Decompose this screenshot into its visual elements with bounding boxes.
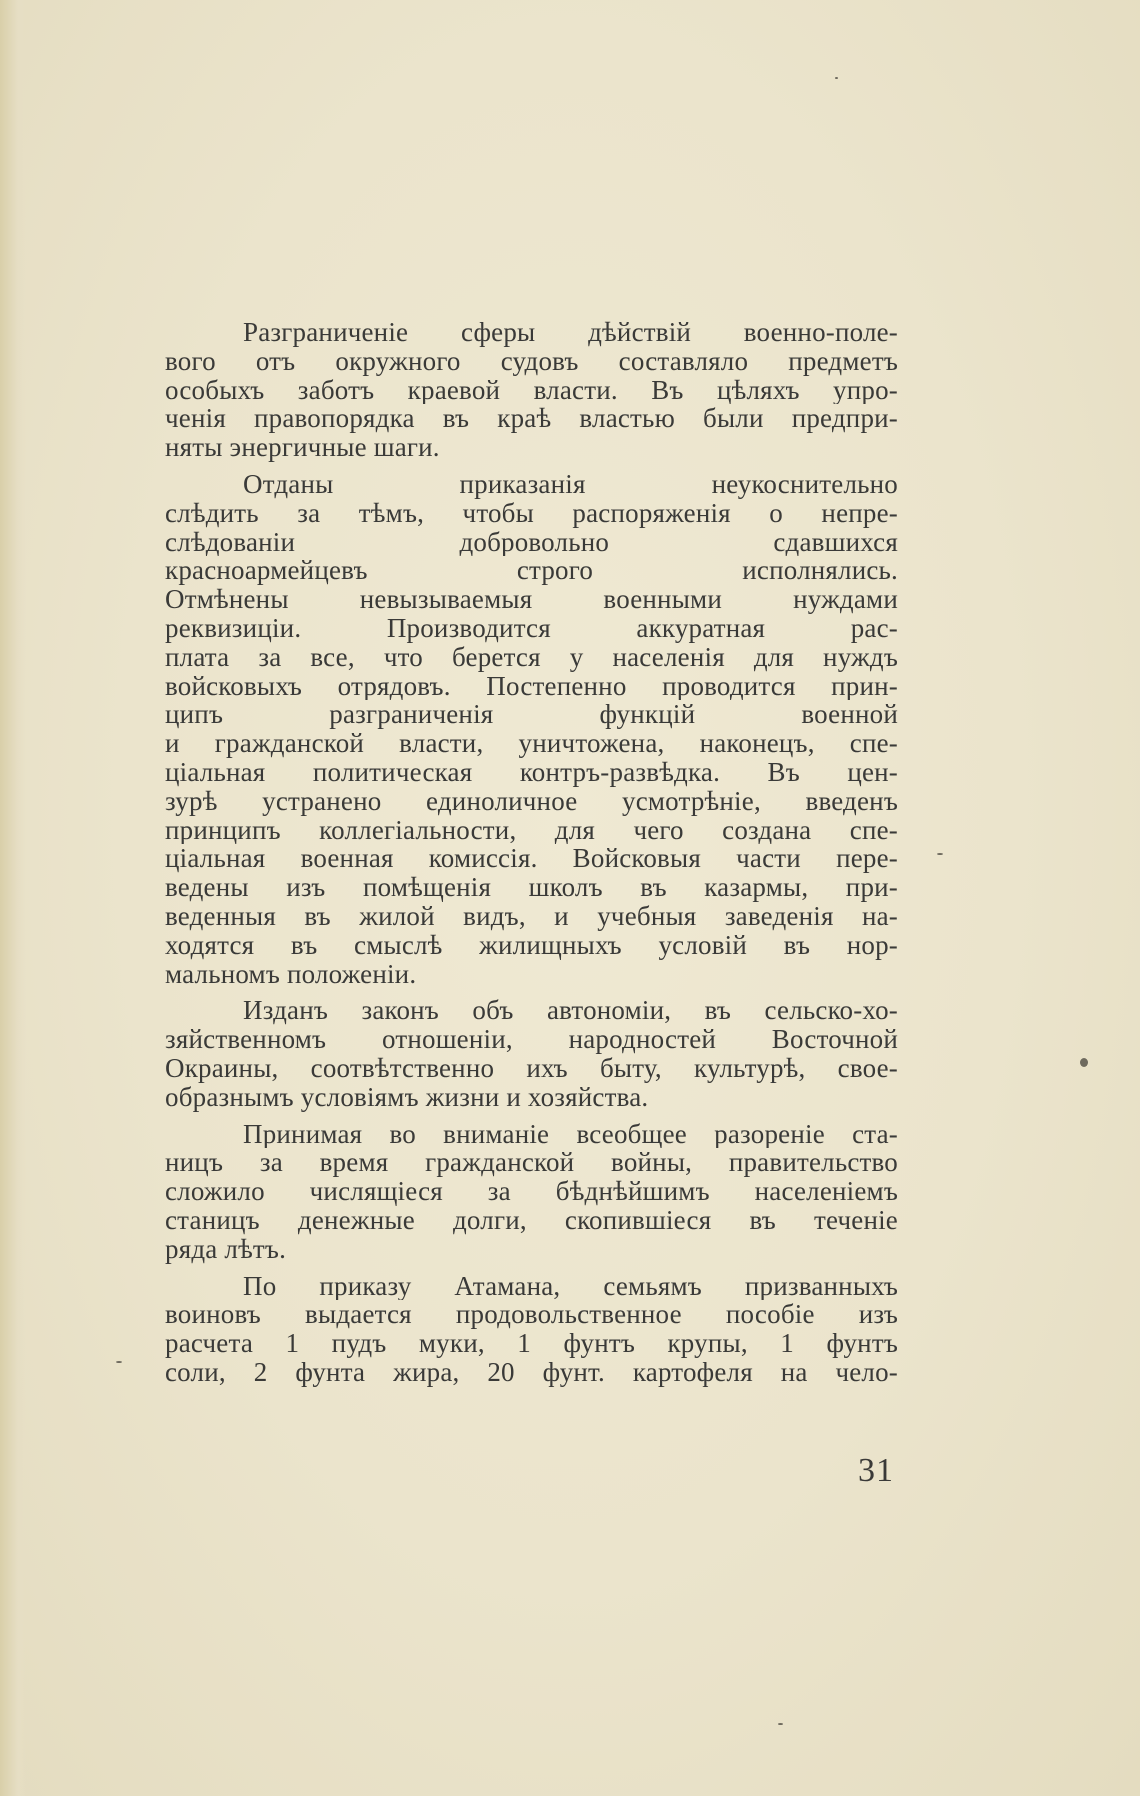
ink-speck xyxy=(937,853,943,855)
text-line: ведены изъ помѣщенія школъ въ казармы, при- xyxy=(165,873,898,902)
text-line: мальномъ положеніи. xyxy=(165,958,417,989)
paragraph-2 xyxy=(165,470,898,988)
text-line: ченія правопорядка въ краѣ властью были предпри- xyxy=(165,404,898,434)
text-line: няты энергичные шаги. xyxy=(165,432,440,463)
text-line: слѣдить за тѣмъ, чтобы распоряженія о непре- xyxy=(165,498,898,528)
text-line: войсковыхъ отрядовъ. Постепенно проводится прин- xyxy=(165,671,898,701)
text-line: Отданы приказанія неукоснительно xyxy=(243,469,898,499)
text-line: соли, 2 фунта жира, 20 фунт. картофеля на чело- xyxy=(165,1357,898,1387)
text-line: ціальная политическая контръ-развѣдка. Въ цен- xyxy=(165,757,898,787)
text-line: плата за все, что берется у населенія для нуждъ xyxy=(165,642,898,672)
text-line: слѣдованіи добровольно сдавшихся xyxy=(165,527,898,557)
text-line: станицъ денежные долги, скопившіеся въ теченіе xyxy=(165,1205,898,1235)
text-line: особыхъ заботъ краевой власти. Въ цѣляхъ упро- xyxy=(165,375,898,405)
paragraph-5 xyxy=(165,1272,898,1387)
text-line: принципъ коллегіальности, для чего создана спе- xyxy=(165,815,898,845)
text-line: ходятся въ смыслѣ жилищныхъ условій въ нор- xyxy=(165,930,898,960)
ink-speck xyxy=(1080,1058,1088,1067)
text-line: веденныя въ жилой видъ, и учебныя заведенія на- xyxy=(165,901,898,931)
text-line: ряда лѣтъ. xyxy=(165,1233,287,1264)
ink-speck xyxy=(116,1361,122,1363)
text-line: ціальная военная комиссія. Войсковыя части пере- xyxy=(165,844,898,874)
ink-speck xyxy=(778,1723,783,1725)
text-line: Окраины, соотвѣтственно ихъ быту, культурѣ, свое- xyxy=(165,1053,898,1083)
page-number: 31 xyxy=(858,1452,894,1489)
paragraph-1 xyxy=(165,318,898,462)
text-line: реквизиціи. Производится аккуратная рас- xyxy=(165,613,898,643)
text-line: сложило числящіеся за бѣднѣйшимъ населеніемъ xyxy=(165,1177,898,1206)
text-line: По приказу Атамана, семьямъ призванныхъ xyxy=(243,1271,898,1301)
body-text xyxy=(165,318,898,1395)
text-line: расчета 1 пудъ муки, 1 фунтъ крупы, 1 фунтъ xyxy=(165,1329,898,1358)
page-edge-shadow xyxy=(0,0,26,1796)
text-line: Изданъ законъ объ автономіи, въ сельско-хо- xyxy=(243,996,898,1026)
ink-speck xyxy=(835,77,838,79)
text-line: вого отъ окружного судовъ составляло предметъ xyxy=(165,346,898,376)
text-line: и гражданской власти, уничтожена, наконецъ, спе- xyxy=(165,729,898,758)
text-line: ницъ за время гражданской войны, правительство xyxy=(165,1148,898,1178)
text-line: ципъ разграниченія функцій военной xyxy=(165,700,898,730)
paragraph-4 xyxy=(165,1120,898,1264)
text-line: воиновъ выдается продовольственное пособіе изъ xyxy=(165,1300,898,1330)
paragraph-3 xyxy=(165,996,898,1111)
text-line: зяйственномъ отношеніи, народностей Восточной xyxy=(165,1025,898,1054)
text-line: зурѣ устранено единоличное усмотрѣніе, введенъ xyxy=(165,786,898,816)
text-line: Отмѣнены невызываемыя военными нуждами xyxy=(165,585,898,614)
text-line: образнымъ условіямъ жизни и хозяйства. xyxy=(165,1081,649,1112)
text-line: красноармейцевъ строго исполнялись. xyxy=(165,556,898,586)
text-line: Принимая во вниманіе всеобщее разореніе ста- xyxy=(243,1119,898,1149)
text-line: Разграниченіе сферы дѣйствій военно-поле- xyxy=(243,318,898,347)
